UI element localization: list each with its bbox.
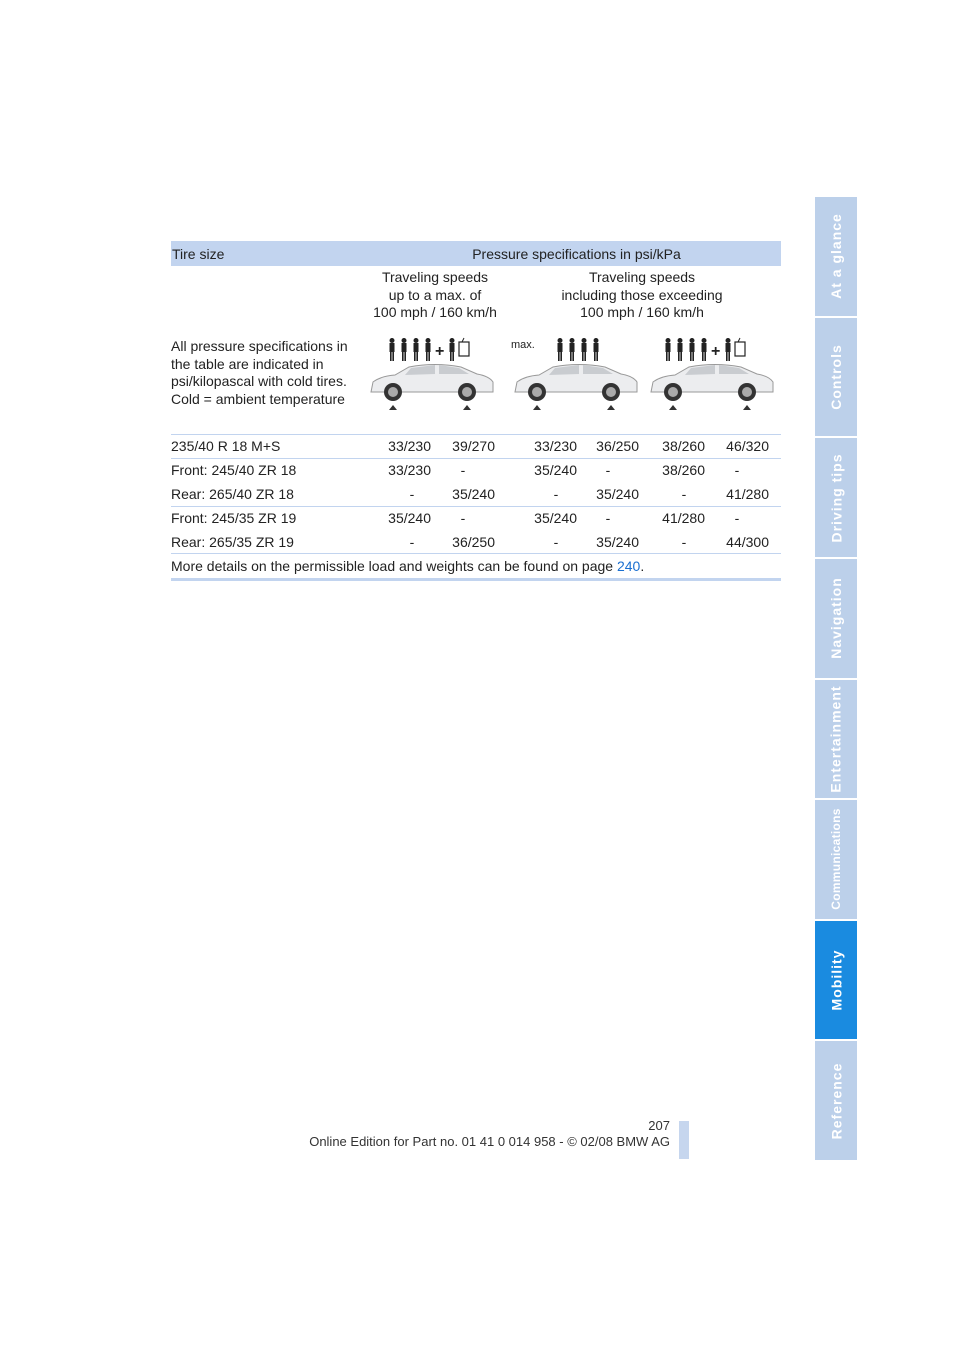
page-link-240[interactable]: 240 <box>616 558 641 574</box>
footer-accent-block <box>679 1121 689 1159</box>
car-full-load-fast-icon <box>645 334 781 414</box>
header-tire-size: Tire size <box>172 245 225 262</box>
car-full-load-icon <box>365 334 501 414</box>
speed-group-1: Traveling speeds up to a max. of 100 mph / 160 km/h <box>373 269 497 320</box>
speed-group-2: Traveling speeds including those exceeding 100 mph / 160 km/h <box>561 269 723 320</box>
tab-reference[interactable]: Reference <box>815 1041 857 1160</box>
table-row: 235/40 R 18 M+S 33/230 39/270 33/230 36/250 38/260 46/320 <box>171 434 781 457</box>
tab-navigation[interactable]: Navigation <box>815 559 857 680</box>
svg-text:max.: max. <box>511 339 535 351</box>
table-row: Front: 245/40 ZR 18 33/230 - 35/240 - 38/260 - <box>171 458 781 481</box>
tab-entertainment[interactable]: Entertainment <box>815 680 857 801</box>
table-row: Rear: 265/35 ZR 19 - 36/250 - 35/240 - 44/300 <box>171 534 769 550</box>
tab-at-a-glance[interactable]: At a glance <box>815 197 857 318</box>
svg-text:+: + <box>435 343 445 360</box>
load-icons-row <box>171 324 781 434</box>
load-icons <box>365 324 781 414</box>
table-row: Rear: 265/40 ZR 18 - 35/240 - 35/240 - 41/280 <box>171 486 769 502</box>
tab-mobility[interactable]: Mobility <box>815 921 857 1042</box>
edition-text: Online Edition for Part no. 01 41 0 014 958 - © 02/08 BMW AG <box>309 1134 670 1149</box>
pressure-note: All pressure specifications in the table are indicated in psi/kilopascal with cold tires. Cold = ambient temperature <box>171 338 348 407</box>
tab-communications[interactable]: Communications <box>815 800 857 921</box>
table-header <box>171 241 781 266</box>
side-tabs <box>815 197 857 1160</box>
table-row: Front: 245/35 ZR 19 35/240 - 35/240 - 41/280 - <box>171 506 781 529</box>
header-pressure: Pressure specifications in psi/kPa <box>472 245 681 262</box>
tab-controls[interactable]: Controls <box>815 318 857 439</box>
svg-text:+: + <box>711 343 721 360</box>
speed-row <box>171 269 781 324</box>
table-footnote: More details on the permissible load and weights can be found on page 240 . <box>171 553 781 581</box>
page-number: 207 <box>648 1118 670 1133</box>
tire-pressure-table <box>171 241 781 581</box>
tab-driving-tips[interactable]: Driving tips <box>815 438 857 559</box>
car-max-persons-icon <box>509 334 645 414</box>
